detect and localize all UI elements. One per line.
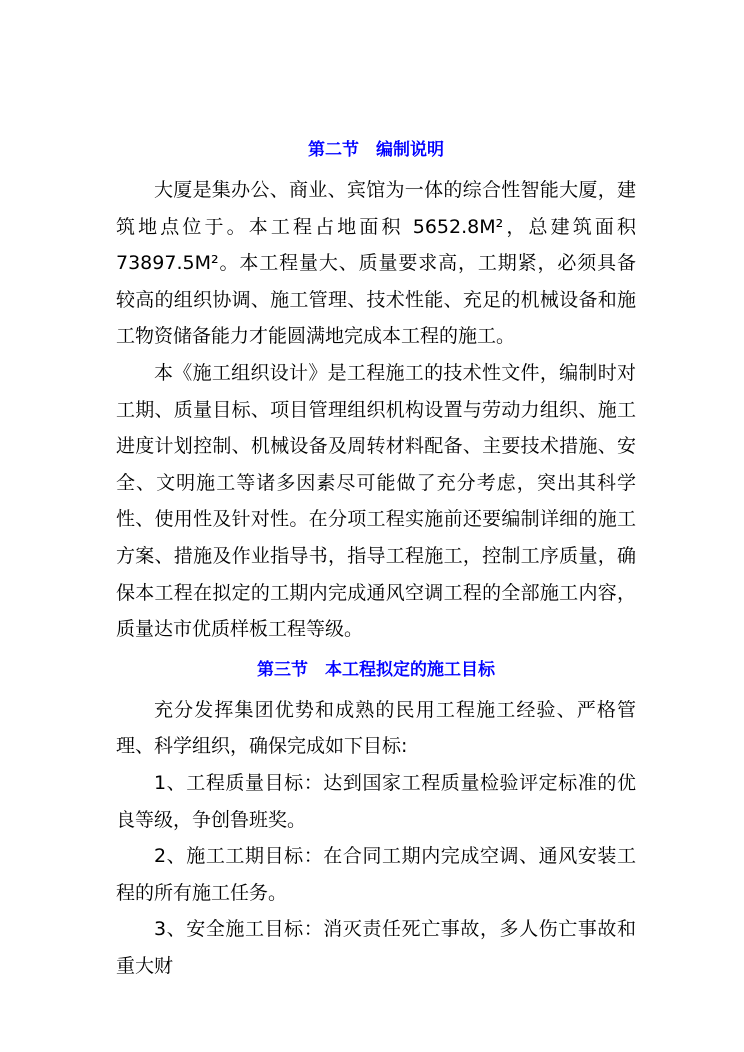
section-2-paragraph-1: 大厦是集办公、商业、宾馆为一体的综合性智能大厦，建筑地点位于。本工程占地面积 5652.8M²，总建筑面积 73897.5M²。本工程量大、质量要求高，工期紧，必须具备较高的组织协调、施工管理、技术性能、充足的机械设备和施工物资储备能力才能圆满地完成本工程的施工。 <box>116 179 636 348</box>
section-3-goal-schedule: 2、施工工期目标：在合同工期内完成空调、通风安装工程的所有施工任务。 <box>116 845 636 904</box>
section-3-goal-safety: 3、安全施工目标：消灭责任死亡事故，多人伤亡事故和重大财 <box>116 918 636 977</box>
section-3-goal-quality: 1、工程质量目标：达到国家工程质量检验评定标准的优良等级，争创鲁班奖。 <box>116 771 636 831</box>
document-page <box>116 128 636 984</box>
section-3-heading: 第三节 本工程拟定的施工目标 <box>257 659 495 680</box>
section-2-heading: 第二节 编制说明 <box>308 140 444 160</box>
section-3-paragraph-intro: 充分发挥集团优势和成熟的民用工程施工经验、严格管理、科学组织，确保完成如下目标: <box>116 698 636 758</box>
section-2-paragraph-2: 本《施工组织设计》是工程施工的技术性文件，编制时对工期、质量目标、项目管理组织机构设置与劳动力组织、施工进度计划控制、机械设备及周转材料配备、主要技术措施、安全、文明施工等诸多因素尽可能做了充分考虑，突出其科学性、使用性及针对性。在分项工程实施前还要编制详细的施工方案、措施及作业指导书，指导工程施工，控制工序质量，确保本工程在拟定的工期内完成通风空调工程的全部施工内容，质量达市优质样板工程等级。 <box>116 361 636 641</box>
